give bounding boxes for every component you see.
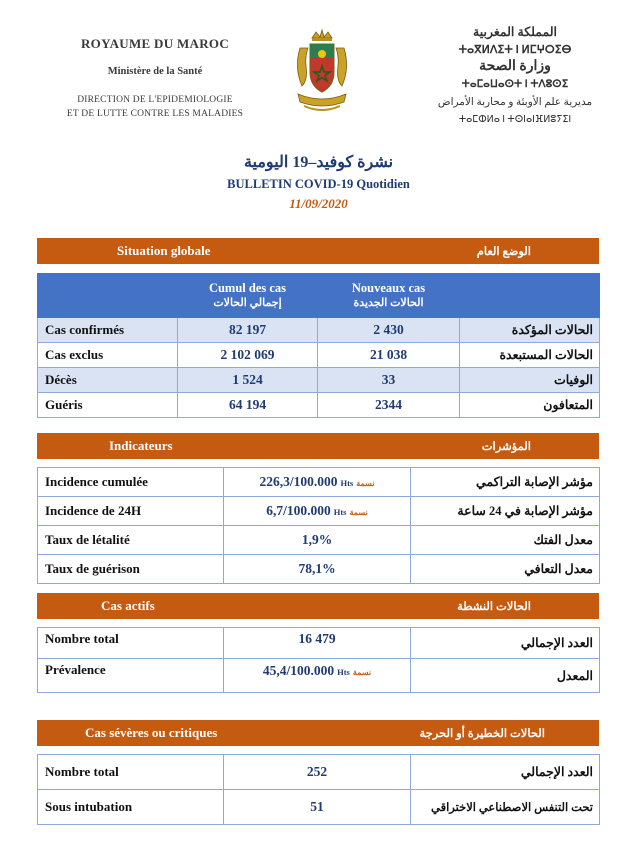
active-label-ar: العدد الإجمالي	[411, 628, 600, 659]
cumul-value: 2 102 069	[178, 343, 318, 368]
table-row	[38, 368, 600, 393]
unit-hts: Hts	[333, 507, 347, 517]
situation-band-ar: الوضع العام	[476, 246, 531, 258]
severe-cases-table	[37, 754, 600, 825]
table-row	[38, 393, 600, 418]
column-cumul-fr: Cumul des cas	[208, 280, 287, 295]
cumul-value: 64 194	[178, 393, 318, 418]
active-label-ar: المعدل	[411, 659, 600, 693]
active-cases-band	[37, 593, 599, 619]
indicator-value: 78,1%	[224, 555, 411, 584]
indicators-band-fr: Indicateurs	[109, 438, 173, 453]
severe-band-fr: Cas sévères ou critiques	[85, 725, 218, 740]
table-row	[38, 755, 600, 790]
severe-value: 252	[224, 755, 411, 790]
severe-value: 51	[224, 790, 411, 825]
indicator-label-fr: Taux de létalité	[38, 526, 224, 555]
direction-line-2: ET DE LUTTE CONTRE LES MALADIES	[66, 109, 244, 119]
indicator-label-ar: معدل التعافي	[411, 555, 600, 584]
new-cases-value: 21 038	[318, 343, 460, 368]
unit-hts: Hts	[337, 667, 350, 677]
table-row	[38, 790, 600, 825]
row-label-ar: الوفيات	[460, 368, 600, 393]
indicators-band	[37, 433, 599, 459]
indicator-value-cell	[224, 468, 411, 497]
cumul-value: 82 197	[178, 318, 318, 343]
indicator-label-ar: مؤشر الإصابة في 24 ساعة	[411, 497, 600, 526]
indicator-value-cell	[224, 497, 411, 526]
active-band-ar: الحالات النشطة	[457, 601, 531, 613]
indicator-label-fr: Incidence de 24H	[38, 497, 224, 526]
kingdom-name-fr: ROYAUME DU MAROC	[80, 36, 230, 51]
active-label-fr: Nombre total	[38, 628, 224, 659]
severe-cases-band	[37, 720, 599, 746]
indicators-table	[37, 467, 600, 584]
new-cases-value: 2 430	[318, 318, 460, 343]
situation-header-empty	[38, 274, 178, 318]
table-row	[38, 343, 600, 368]
severe-label-ar: تحت التنفس الاصطناعي الاختراقي	[411, 790, 600, 825]
column-new-header	[318, 274, 460, 318]
column-new-fr: Nouveaux cas	[351, 280, 426, 295]
active-cases-table	[37, 627, 600, 693]
header-right-block	[420, 24, 610, 125]
indicators-band-ar: المؤشرات	[481, 441, 531, 453]
row-label-fr: Cas exclus	[38, 343, 178, 368]
severe-label-fr: Nombre total	[38, 755, 224, 790]
table-row	[38, 526, 600, 555]
direction-name-fr	[40, 93, 270, 121]
active-label-fr: Prévalence	[38, 659, 224, 693]
situation-header-empty-right	[460, 274, 600, 318]
kingdom-name-ar: المملكة المغربية	[473, 25, 557, 39]
indicator-value: 226,3/100.000	[259, 474, 338, 489]
ministry-name-fr: Ministère de la Santé	[107, 66, 203, 77]
indicator-value: 1,9%	[224, 526, 411, 555]
row-label-ar: المتعافون	[460, 393, 600, 418]
situation-band	[37, 238, 599, 264]
row-label-fr: Cas confirmés	[38, 318, 178, 343]
table-row	[38, 497, 600, 526]
row-label-fr: Guéris	[38, 393, 178, 418]
new-cases-value: 2344	[318, 393, 460, 418]
ministry-name-tifinagh: ⵜⴰⵎⴰⵡⴰⵙⵜ ⵏ ⵜⴷⵓⵙⵉ	[461, 79, 569, 90]
column-cumul-header	[178, 274, 318, 318]
active-value: 45,4/100.000	[262, 663, 335, 678]
unit-nisba-ar: نسمة	[352, 668, 372, 677]
direction-name-ar: مديرية علم الأوبئة و محاربة الأمراض	[437, 97, 593, 108]
cumul-value: 1 524	[178, 368, 318, 393]
indicator-label-ar: مؤشر الإصابة التراكمي	[411, 468, 600, 497]
unit-nisba-ar: نسمة	[356, 479, 375, 488]
table-row	[38, 659, 600, 693]
severe-label-fr: Sous intubation	[38, 790, 224, 825]
active-value: 16 479	[224, 628, 411, 659]
new-cases-value: 33	[318, 368, 460, 393]
active-value-cell	[224, 659, 411, 693]
table-row	[38, 628, 600, 659]
row-label-ar: الحالات المؤكدة	[460, 318, 600, 343]
indicator-label-fr: Incidence cumulée	[38, 468, 224, 497]
bulletin-title-ar: نشرة كوفيد–19 اليومية	[243, 154, 394, 171]
moroccan-coat-of-arms-emblem	[290, 28, 354, 120]
row-label-ar: الحالات المستبعدة	[460, 343, 600, 368]
direction-name-tifinagh: ⵜⴰⵎⵀⵍⴰ ⵏ ⵜⵙⵏⴰⵏⴼⵍⵓⵢⵉⵏ	[458, 115, 572, 125]
column-cumul-ar: إجمالي الحالات	[213, 296, 282, 309]
situation-band-fr: Situation globale	[117, 243, 211, 258]
situation-header-row	[38, 274, 600, 318]
column-new-ar: الحالات الجديدة	[353, 296, 424, 309]
bulletin-date: 11/09/2020	[289, 196, 348, 211]
active-band-fr: Cas actifs	[101, 598, 155, 613]
header-left-block	[40, 36, 270, 121]
table-row	[38, 318, 600, 343]
bulletin-title-fr: BULLETIN COVID-19 Quotidien	[227, 177, 410, 191]
severe-band-ar: الحالات الخطيرة أو الحرجة	[419, 728, 545, 740]
table-row	[38, 555, 600, 584]
situation-table	[37, 273, 600, 418]
severe-label-ar: العدد الإجمالي	[411, 755, 600, 790]
kingdom-name-tifinagh: ⵜⴰⴳⵍⴷⵉⵜ ⵏ ⵍⵎⵖⵔⵉⴱ	[458, 44, 572, 56]
unit-nisba-ar: نسمة	[349, 508, 368, 517]
unit-hts: Hts	[340, 478, 354, 488]
ministry-name-ar: وزارة الصحة	[479, 59, 551, 74]
indicator-label-fr: Taux de guérison	[38, 555, 224, 584]
indicator-value: 6,7/100.000	[266, 503, 331, 518]
indicator-label-ar: معدل الفتك	[411, 526, 600, 555]
table-row	[38, 468, 600, 497]
direction-line-1: DIRECTION DE L'EPIDEMIOLOGIE	[77, 95, 233, 105]
row-label-fr: Décès	[38, 368, 178, 393]
